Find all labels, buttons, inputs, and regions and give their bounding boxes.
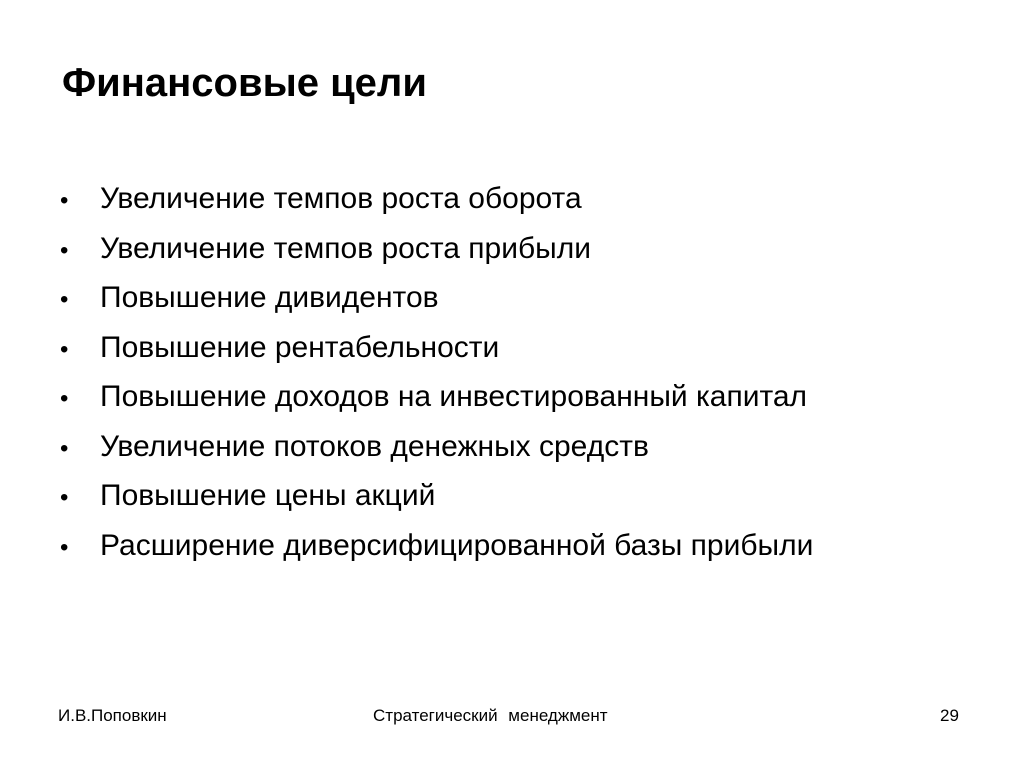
bullet-icon: • (60, 533, 69, 561)
list-item (58, 174, 813, 224)
bullet-icon: • (60, 484, 69, 511)
page-number: 29 (940, 706, 959, 725)
list-item-text: Повышение дивидентов (100, 281, 439, 314)
list-item (58, 372, 813, 422)
footer-author: И.В.Поповкин (58, 706, 167, 725)
bullet-icon: • (60, 187, 69, 214)
footer-course-title: Стратегический менеджмент (373, 706, 608, 725)
bullet-icon: • (60, 236, 69, 264)
list-item-text: Увеличение потоков денежных средств (100, 429, 649, 463)
list-item-text: Увеличение темпов роста прибыли (100, 231, 591, 265)
list-item (58, 224, 813, 274)
bullet-icon: • (60, 385, 69, 412)
list-item (58, 471, 813, 521)
bullet-icon: • (60, 434, 69, 462)
list-item (58, 422, 813, 472)
list-item-text: Повышение доходов на инвестированный капитал (100, 380, 808, 413)
slide-title: Финансовые цели (62, 61, 427, 105)
bullet-list (58, 174, 813, 570)
bullet-icon: • (60, 286, 69, 313)
list-item-text: Повышение рентабельности (100, 330, 500, 364)
list-item (58, 273, 813, 323)
list-item-text: Расширение диверсифицированной базы прибыли (100, 528, 814, 562)
list-item (58, 323, 813, 373)
list-item (58, 521, 813, 571)
bullet-icon: • (60, 335, 69, 363)
list-item-text: Увеличение темпов роста оборота (100, 182, 582, 215)
list-item-text: Повышение цены акций (100, 479, 436, 512)
